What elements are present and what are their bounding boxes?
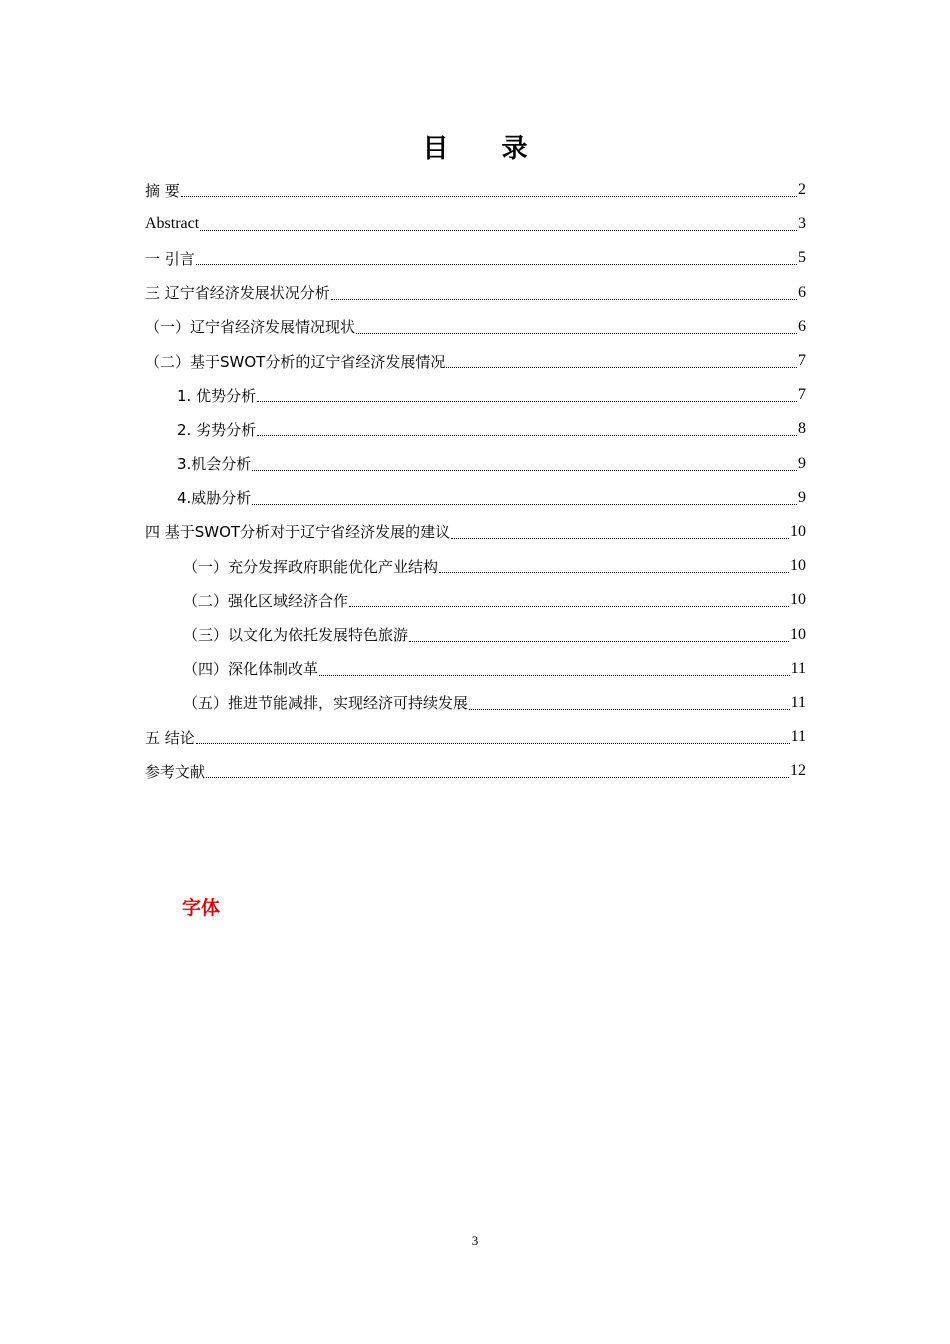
toc-dot-leader bbox=[181, 195, 797, 197]
toc-dot-leader bbox=[469, 708, 790, 710]
toc-entry-label: 2. 劣势分析 bbox=[177, 420, 257, 439]
toc-entry-page: 6 bbox=[798, 283, 806, 301]
toc-entry-label: 一 引言 bbox=[145, 249, 195, 268]
toc-entry-label: （二）基于SWOT分析的辽宁省经济发展情况 bbox=[145, 352, 446, 371]
toc-dot-leader bbox=[257, 434, 797, 436]
toc-entry-label: 摘 要 bbox=[145, 181, 180, 200]
toc-entry-page: 11 bbox=[790, 659, 806, 677]
toc-entry[interactable] bbox=[145, 652, 806, 686]
toc-entry-page: 11 bbox=[790, 728, 806, 746]
toc-entry[interactable] bbox=[145, 310, 806, 344]
toc-entry-label: Abstract bbox=[145, 215, 200, 233]
toc-entry-label: 4.威胁分析 bbox=[177, 489, 252, 508]
toc-dot-leader bbox=[331, 298, 797, 300]
toc-entry-page: 10 bbox=[790, 591, 806, 609]
toc-dot-leader bbox=[206, 776, 789, 778]
toc-dot-leader bbox=[319, 674, 790, 676]
toc-entry[interactable] bbox=[145, 515, 806, 549]
toc-entry[interactable] bbox=[145, 583, 806, 617]
toc-entry-page: 10 bbox=[790, 522, 806, 540]
toc-entry-label: （一）辽宁省经济发展情况现状 bbox=[145, 318, 356, 337]
toc-dot-leader bbox=[252, 469, 797, 471]
toc-entry-page: 10 bbox=[790, 557, 806, 575]
toc-dot-leader bbox=[409, 640, 789, 642]
toc-entry-label: 四 基于SWOT分析对于辽宁省经济发展的建议 bbox=[145, 523, 451, 542]
toc-entry[interactable] bbox=[145, 412, 806, 446]
toc-dot-leader bbox=[349, 605, 789, 607]
page-number: 3 bbox=[471, 1233, 479, 1248]
toc-entry[interactable] bbox=[145, 686, 806, 720]
toc-entry-label: 五 结论 bbox=[145, 728, 195, 747]
toc-entry-label: （二）强化区域经济合作 bbox=[183, 591, 349, 610]
toc-entry-page: 7 bbox=[798, 352, 806, 370]
toc-entry-page: 7 bbox=[798, 386, 806, 404]
toc-entry-page: 11 bbox=[790, 693, 806, 711]
toc-entry[interactable] bbox=[145, 447, 806, 481]
toc-title: 目 录 bbox=[422, 134, 550, 164]
font-note: 字体 bbox=[182, 897, 221, 919]
toc-entry-label: 3.机会分析 bbox=[177, 455, 252, 474]
toc-entry-label: 1. 优势分析 bbox=[177, 386, 257, 405]
toc-dot-leader bbox=[200, 229, 797, 231]
toc-entry-label: （一）充分发挥政府职能优化产业结构 bbox=[183, 557, 439, 576]
table-of-contents bbox=[145, 173, 806, 788]
toc-dot-leader bbox=[196, 263, 797, 265]
toc-entry-page: 6 bbox=[798, 317, 806, 335]
toc-entry[interactable] bbox=[145, 617, 806, 651]
toc-dot-leader bbox=[451, 537, 789, 539]
toc-entry-page: 2 bbox=[798, 181, 806, 199]
toc-entry[interactable] bbox=[145, 378, 806, 412]
toc-dot-leader bbox=[196, 742, 790, 744]
toc-entry-page: 9 bbox=[798, 454, 806, 472]
toc-entry[interactable] bbox=[145, 344, 806, 378]
toc-dot-leader bbox=[252, 503, 797, 505]
toc-entry-page: 3 bbox=[798, 215, 806, 233]
toc-entry[interactable] bbox=[145, 173, 806, 207]
toc-entry[interactable] bbox=[145, 481, 806, 515]
toc-entry[interactable] bbox=[145, 241, 806, 275]
toc-entry[interactable] bbox=[145, 549, 806, 583]
toc-entry-label: 三 辽宁省经济发展状况分析 bbox=[145, 284, 330, 303]
toc-entry-label: （五）推进节能减排，实现经济可持续发展 bbox=[183, 694, 469, 713]
toc-entry[interactable] bbox=[145, 720, 806, 754]
toc-entry-page: 9 bbox=[798, 488, 806, 506]
toc-entry-page: 12 bbox=[790, 762, 806, 780]
toc-entry-page: 10 bbox=[790, 625, 806, 643]
toc-dot-leader bbox=[439, 571, 789, 573]
toc-entry-page: 5 bbox=[798, 249, 806, 267]
toc-dot-leader bbox=[446, 366, 797, 368]
toc-entry[interactable] bbox=[145, 276, 806, 310]
toc-entry-label: （三）以文化为依托发展特色旅游 bbox=[183, 626, 409, 645]
toc-entry-label: （四）深化体制改革 bbox=[183, 660, 319, 679]
toc-entry[interactable] bbox=[145, 207, 806, 241]
toc-dot-leader bbox=[356, 332, 797, 334]
toc-entry[interactable] bbox=[145, 754, 806, 788]
toc-entry-page: 8 bbox=[798, 420, 806, 438]
toc-dot-leader bbox=[257, 400, 797, 402]
toc-entry-label: 参考文献 bbox=[145, 762, 206, 781]
